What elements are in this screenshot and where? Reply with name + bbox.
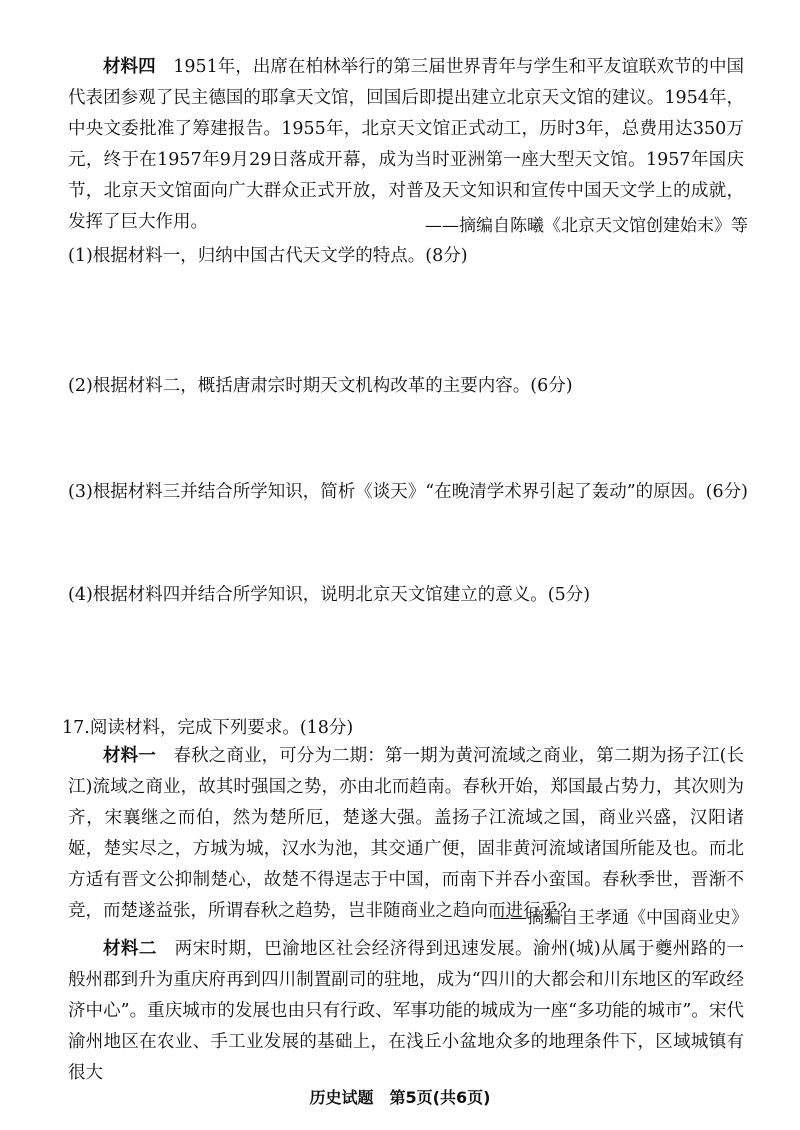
q17-material2-label: 材料二 — [103, 939, 157, 959]
question-2: (2)根据材料二，概括唐肃宗时期天文机构改革的主要内容。(6分) — [68, 376, 573, 396]
material4-text: 1951年，出席在柏林举行的第三届世界青年与学生和平友谊联欢节的中国代表团参观了民主德国的耶拿天文馆，回国后即提出建立北京天文馆的建议。1954年，中央文委批准了筹建报告。1955年，北京天文馆正式动工，历时3年，总费用达350万元，终于在1957年9月29日落成开幕，成为当时亚洲第一座大型天文馆。1957年国庆节，北京天文馆面向广大群众正式开放，对普及天文知识和宣传中国天文学上的成就，发挥了巨大作用。 — [68, 57, 745, 232]
q17-material1-text: 春秋之商业，可分为二期：第一期为黄河流域之商业，第二期为扬子江(长江)流域之商业，故其时强国之势，亦由北而趋南。春秋开始，郑国最占势力，其次则为齐，宋襄继之而伯，然为楚所厄，楚遂大强。盖扬子江流域之国，商业兴盛，汉阳诸姬，楚实尽之，方城为城，汉水为池，其交通广便，固非黄河流域诸国所能及也。而北方适有晋文公抑制楚心，故楚不得逞志于中国，而南下并吞小蛮国。春秋季世，晋渐不竞，而楚遂益张，所谓春秋之趋势，岂非随商业之趋向而进行乎？ — [68, 746, 745, 921]
question-3: (3)根据材料三并结合所学知识，简析《谈天》“在晚清学术界引起了轰动”的原因。(6分) — [68, 482, 748, 502]
q17-material2-text: 两宋时期，巴渝地区社会经济得到迅速发展。渝州(城)从属于夔州路的一般州郡到升为重庆府再到四川制置副司的驻地，成为“四川的大都会和川东地区的军政经济中心”。重庆城市的发展也由只有行政、军事功能的城成为一座“多功能的城市”。宋代渝州地区在农业、手工业发展的基础上，在浅丘小盆地众多的地理条件下，区域城镇有很大 — [68, 939, 745, 1083]
material4-source: ——摘编自陈曦《北京天文馆创建始末》等 — [425, 216, 748, 236]
question-4: (4)根据材料四并结合所学知识，说明北京天文馆建立的意义。(5分) — [68, 585, 591, 605]
page-footer: 历史试题 第5页(共6页) — [309, 1088, 491, 1107]
q17-material1-paragraph — [68, 741, 744, 927]
q17-material1-source: ——摘编自王孝通《中国商业史》 — [493, 908, 748, 928]
question-17-header: 17.阅读材料，完成下列要求。(18分) — [62, 718, 354, 738]
material4-label: 材料四 — [103, 57, 156, 77]
material4-paragraph — [68, 52, 744, 238]
question-1: (1)根据材料一，归纳中国古代天文学的特点。(8分) — [68, 246, 468, 266]
q17-material1-label: 材料一 — [103, 746, 156, 766]
q17-material2-paragraph — [68, 934, 744, 1089]
